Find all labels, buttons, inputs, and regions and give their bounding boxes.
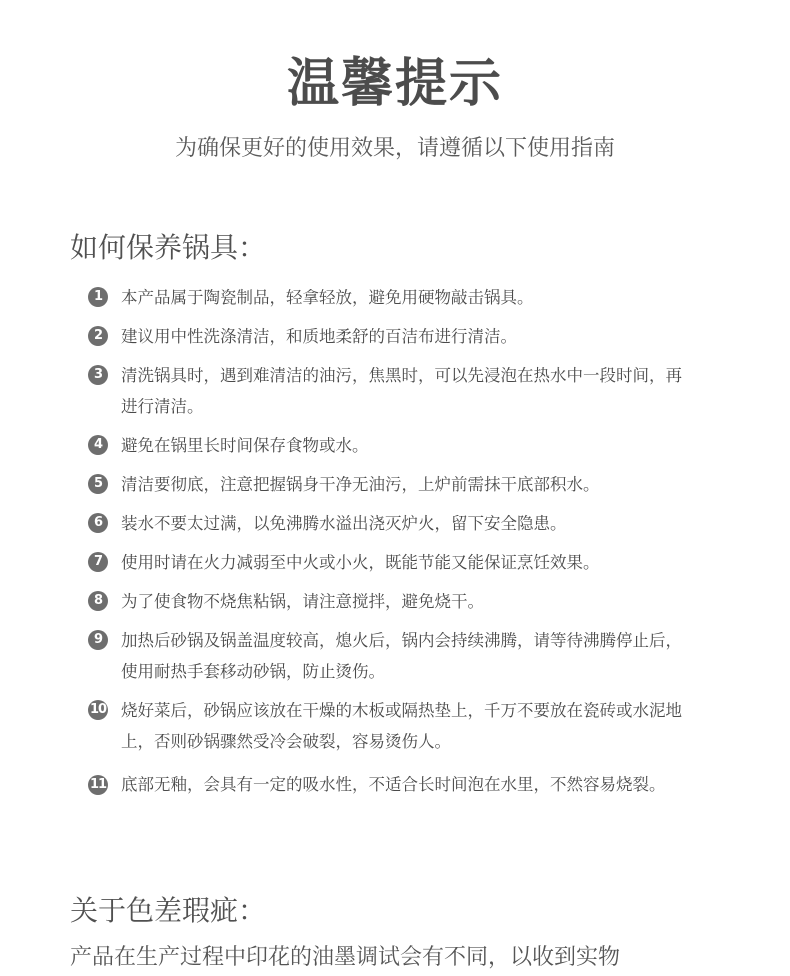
care-tip-item xyxy=(88,469,698,500)
care-tips-list xyxy=(88,282,698,812)
care-tip-item xyxy=(88,547,698,578)
care-tip-text: 底部无釉，会具有一定的吸水性，不适合长时间泡在水里，不然容易烧裂。 xyxy=(121,775,666,794)
care-tip-item xyxy=(88,321,698,352)
care-tip-text: 烧好菜后，砂锅应该放在干燥的木板或隔热垫上，千万不要放在瓷砖或水泥地上，否则砂锅骤然受冷会破裂，容易烫伤人。 xyxy=(121,701,682,751)
care-tip-item xyxy=(88,282,698,313)
color-section-text: 产品在生产过程中印花的油墨调试会有不同，以收到实物 xyxy=(70,945,621,970)
page-title: 温馨提示 xyxy=(286,54,503,114)
care-tip-text: 为了使食物不烧焦粘锅，请注意搅拌，避免烧干。 xyxy=(121,592,484,611)
number-badge: 5 xyxy=(88,474,108,494)
care-tip-text: 装水不要太过满，以免沸腾水溢出浇灭炉火，留下安全隐患。 xyxy=(121,514,567,533)
care-tip-text: 加热后砂锅及锅盖温度较高，熄火后，锅内会持续沸腾，请等待沸腾停止后，使用耐热手套移动砂锅，防止烫伤。 xyxy=(121,631,682,681)
care-tip-item xyxy=(88,695,698,757)
color-section-heading: 关于色差瑕疵： xyxy=(70,894,267,927)
care-tip-item xyxy=(88,586,698,617)
number-badge: 4 xyxy=(88,435,108,455)
number-badge: 8 xyxy=(88,591,108,611)
number-badge: 7 xyxy=(88,552,108,572)
number-badge: 11 xyxy=(88,775,108,795)
care-tip-text: 使用时请在火力减弱至中火或小火，既能节能又能保证烹饪效果。 xyxy=(121,553,600,572)
care-tip-text: 清洁要彻底，注意把握锅身干净无油污，上炉前需抹干底部积水。 xyxy=(121,475,600,494)
page-subtitle: 为确保更好的使用效果，请遵循以下使用指南 xyxy=(174,136,615,161)
care-tip-text: 本产品属于陶瓷制品，轻拿轻放，避免用硬物敲击锅具。 xyxy=(121,288,534,307)
number-badge: 3 xyxy=(88,365,108,385)
care-tip-text: 建议用中性洗涤清洁，和质地柔舒的百洁布进行清洁。 xyxy=(121,327,517,346)
care-tip-text: 避免在锅里长时间保存食物或水。 xyxy=(121,436,369,455)
number-badge: 10 xyxy=(88,700,108,720)
care-tip-item xyxy=(88,360,698,422)
number-badge: 6 xyxy=(88,513,108,533)
number-badge: 9 xyxy=(88,630,108,650)
care-tip-item xyxy=(88,765,698,804)
care-tip-item xyxy=(88,625,698,687)
number-badge: 2 xyxy=(88,326,108,346)
number-badge: 1 xyxy=(88,287,108,307)
care-tip-item xyxy=(88,508,698,539)
care-section-heading: 如何保养锅具： xyxy=(70,231,267,264)
care-tip-item xyxy=(88,430,698,461)
care-tip-text: 清洗锅具时，遇到难清洁的油污，焦黑时，可以先浸泡在热水中一段时间，再进行清洁。 xyxy=(121,366,682,416)
